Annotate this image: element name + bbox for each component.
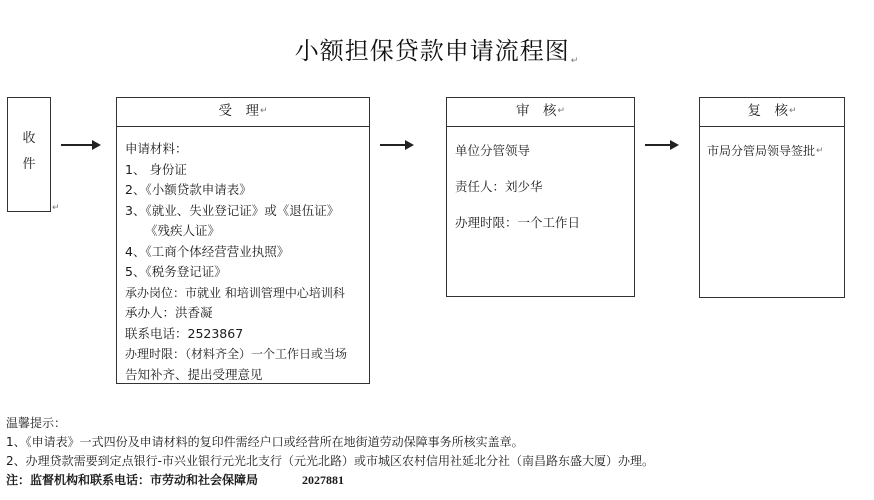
title-text: 小额担保贷款申请流程图: [294, 37, 570, 65]
recheck-header: [700, 98, 844, 127]
note-item: 2、办理贷款需要到定点银行-市兴业银行元光北支行（元光北路）或市城区农村信用社延北分社（南昌路东盛大厦）办理。: [6, 454, 654, 468]
review-unit: 单位分管领导: [455, 143, 531, 158]
receive-char-1: 收: [22, 131, 36, 146]
paragraph-mark-icon: ↵: [52, 203, 60, 213]
supervision-label: 注：监督机构和联系电话：市劳动和社会保障局: [6, 473, 259, 487]
material-item: 《残疾人证》: [145, 223, 221, 238]
accept-handler: 承办人：洪香凝: [125, 305, 213, 320]
accept-header-text: 受 理: [218, 103, 259, 119]
paragraph-mark-icon: ↵: [816, 146, 824, 156]
material-item: 5、《税务登记证》: [125, 264, 227, 279]
accept-post: 承办岗位：市就业 和培训管理中心培训科: [125, 285, 345, 300]
accept-header: [117, 98, 369, 127]
material-item: 1、 身份证: [125, 161, 187, 177]
material-item: 3、《就业、失业登记证》或《退伍证》: [125, 202, 340, 218]
material-item: 4、《工商个体经营营业执照》: [125, 243, 290, 259]
receive-box: [7, 97, 51, 212]
accept-box: [116, 97, 370, 384]
review-responsible: 责任人：刘少华: [455, 179, 543, 194]
materials-label: 申请材料：: [125, 141, 188, 156]
notes-heading: 温馨提示：: [6, 416, 67, 430]
right-arrow-icon: [61, 144, 99, 146]
recheck-approver-text: 市局分管局领导签批: [707, 144, 816, 158]
review-box: [446, 97, 635, 297]
accept-phone: 联系电话：2523867: [125, 325, 244, 341]
review-deadline: 办理时限：一个工作日: [455, 215, 581, 230]
review-header-text: 审 核: [515, 103, 557, 119]
paragraph-mark-icon: ↵: [570, 56, 580, 66]
recheck-box: [699, 97, 845, 298]
supervision-phone: 2027881: [302, 473, 345, 487]
recheck-approver: [707, 141, 838, 162]
supervision-line: [6, 471, 654, 490]
receive-char-2: 件: [22, 157, 36, 172]
page-title: [0, 31, 874, 66]
accept-deadline: 办理时限：（材料齐全）一个工作日或当场: [125, 347, 348, 361]
notes-section: [6, 414, 654, 490]
review-header: [447, 98, 634, 127]
right-arrow-icon: [380, 144, 412, 146]
right-arrow-icon: [645, 144, 677, 146]
paragraph-mark-icon: ↵: [259, 106, 268, 116]
material-item: 2、《小额贷款申请表》: [125, 182, 252, 197]
recheck-header-text: 复 核: [747, 103, 788, 119]
paragraph-mark-icon: ↵: [557, 106, 566, 116]
paragraph-mark-icon: ↵: [788, 106, 797, 116]
accept-deadline-cont: 告知补齐、提出受理意见: [125, 366, 263, 382]
note-item: 1、《申请表》一式四份及申请材料的复印件需经户口或经营所在地街道劳动保障事务所核实盖章。: [6, 435, 524, 449]
